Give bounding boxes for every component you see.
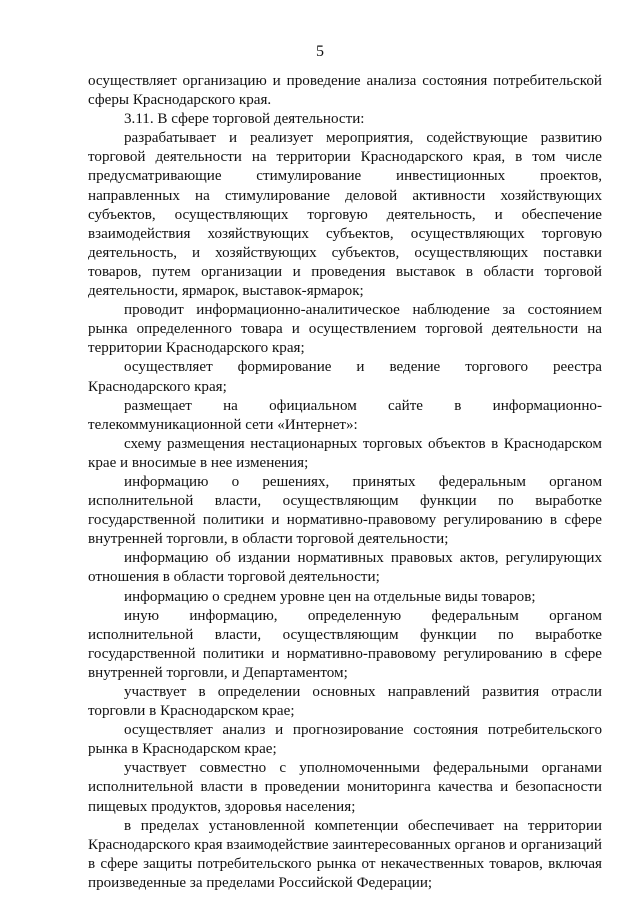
paragraph-federal-decisions-info: информацию о решениях, принятых федеральным органом исполнительной власти, осуществляющим функции по выработке государственной политики и нормативно-правовому регулированию в сфере внутренней торговли, в области торговой деятельности; [88,473,602,548]
paragraph-other-info: иную информацию, определенную федеральным органом исполнительной власти, осуществляющим функции по выработке государственной политики и нормативно-правовому регулированию в сфере внутренней торговли, и Департаментом; [88,607,602,681]
paragraph-market-analysis-forecast: осуществляет анализ и прогнозирование состояния потребительского рынка в Краснодарском крае; [88,722,602,758]
paragraph-consumer-sphere-analysis: осуществляет организацию и проведение анализа состояния потребительской сферы Краснодарского края. [88,73,602,109]
section-heading-3-11: 3.11. В сфере торговой деятельности: [124,111,365,128]
paragraph-regulatory-acts-info: информацию об издании нормативных правовых актов, регулирующих отношения в области торговой деятельности; [88,550,602,586]
paragraph-non-stationary-objects-scheme: схему размещения нестационарных торговых объектов в Краснодарском крае и вносимые в нее изменения; [88,435,602,471]
paragraph-trade-development-measures: разрабатывает и реализует мероприятия, содействующие развитию торговой деятельности на территории Краснодарского края, в том числе предусматривающие стимулирование инвестиционных проектов, направленных на стимулирование деловой активности хозяйствующих субъектов, осуществляющих торговую деятельность, и обеспечение взаимодействия хозяйствующих субъектов, осуществляющих торговую деятельность, и хозяйствующих субъектов, осуществляющих поставки товаров, путем организации и проведения выставок в области торговой деятельности, ярмарок, выставок-ярмарок; [88,130,602,300]
paragraph-internet-publication: размещает на официальном сайте в информационно-телекоммуникационной сети «Интернет»: [88,397,602,433]
paragraph-trade-register: осуществляет формирование и ведение торгового реестра Краснодарского края; [88,359,602,395]
document-body [88,72,602,893]
paragraph-food-quality-monitoring: участвует совместно с уполномоченными федеральными органами исполнительной власти в проведении мониторинга качества и безопасности пищевых продуктов, здоровья населения; [88,760,602,815]
paragraph-average-prices-info: информацию о среднем уровне цен на отдельные виды товаров; [124,588,536,605]
paragraph-trade-directions: участвует в определении основных направлений развития отрасли торговли в Краснодарском крае; [88,684,602,720]
paragraph-market-monitoring: проводит информационно-аналитическое наблюдение за состоянием рынка определенного товара и осуществлением торговой деятельности на территории Краснодарского края; [88,302,602,357]
page-number: 5 [316,43,324,60]
paragraph-consumer-market-protection: в пределах установленной компетенции обеспечивает на территории Краснодарского края взаимодействие заинтересованных органов и организаций в сфере защиты потребительского рынка от некачественных товаров, включая произведенные за пределами Российской Федерации; [88,817,602,891]
